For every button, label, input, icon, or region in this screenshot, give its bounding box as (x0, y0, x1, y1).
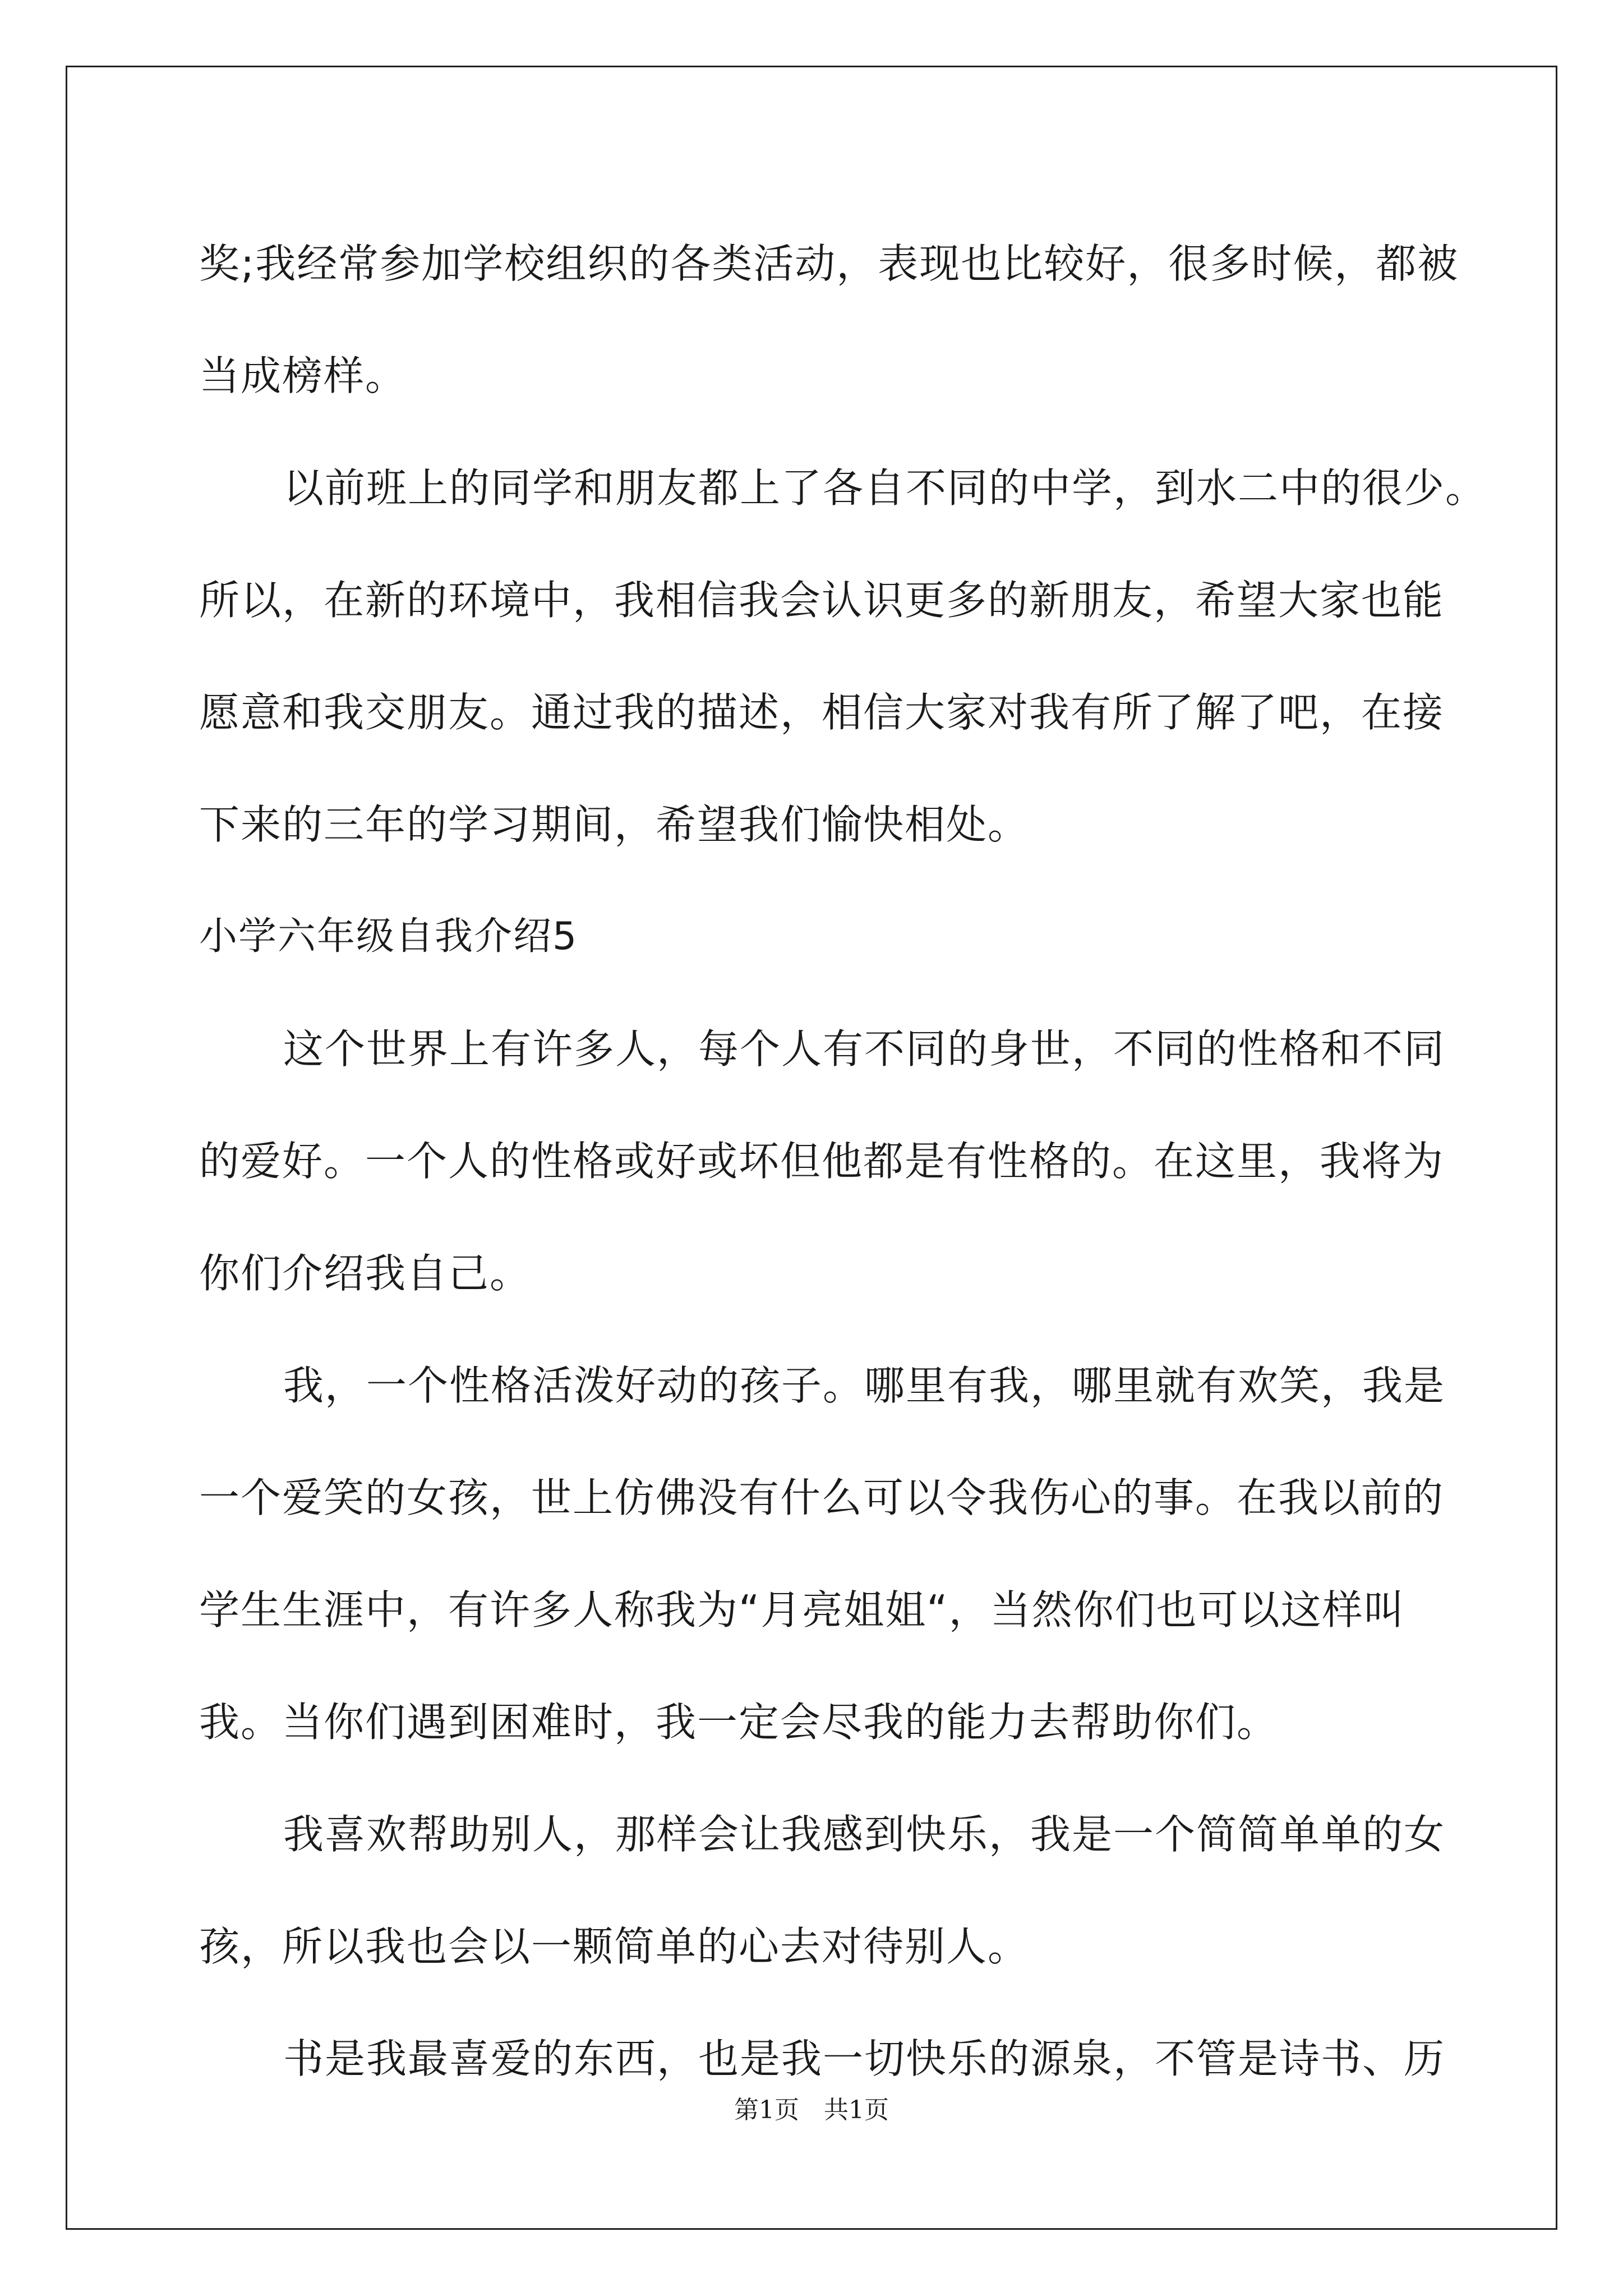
paragraph-start: 以前班上的同学和朋友都上了各自不同的中学，到水二中的很少。 (283, 464, 1487, 512)
text-line: 所以，在新的环境中，我相信我会认识更多的新朋友，希望大家也能 (199, 577, 1445, 624)
text-line: 奖;我经常参加学校组织的各类活动，表现也比较好，很多时候，都被 (199, 240, 1459, 287)
paragraph-start: 我，一个性格活泼好动的孩子。哪里有我，哪里就有欢笑，我是 (283, 1362, 1446, 1409)
section-heading: 小学六年级自我介绍5 (199, 914, 578, 959)
text-line: 一个爱笑的女孩，世上仿佛没有什么可以令我伤心的事。在我以前的 (199, 1474, 1445, 1521)
paragraph-start: 书是我最喜爱的东西，也是我一切快乐的源泉，不管是诗书、历 (283, 2035, 1446, 2082)
paragraph-start: 这个世界上有许多人，每个人有不同的身世，不同的性格和不同 (283, 1025, 1446, 1073)
page-footer: 第1页 共1页 (734, 2096, 889, 2124)
text-line: 下来的三年的学习期间，希望我们愉快相处。 (199, 801, 1030, 848)
document-body (199, 208, 1487, 2115)
text-line: 你们介绍我自己。 (199, 1250, 532, 1297)
text-line: 当成榜样。 (199, 352, 407, 399)
text-line: 学生生涯中，有许多人称我为“月亮姐姐“，当然你们也可以这样叫 (199, 1586, 1405, 1634)
text-line: 孩，所以我也会以一颗简单的心去对待别人。 (199, 1923, 1030, 1970)
paragraph-start: 我喜欢帮助别人，那样会让我感到快乐，我是一个简简单单的女 (283, 1811, 1446, 1858)
text-line: 愿意和我交朋友。通过我的描述，相信大家对我有所了解了吧，在接 (199, 689, 1445, 736)
text-line: 的爱好。一个人的性格或好或坏但他都是有性格的。在这里，我将为 (199, 1138, 1445, 1185)
text-line: 我。当你们遇到困难时，我一定会尽我的能力去帮助你们。 (199, 1699, 1279, 1746)
